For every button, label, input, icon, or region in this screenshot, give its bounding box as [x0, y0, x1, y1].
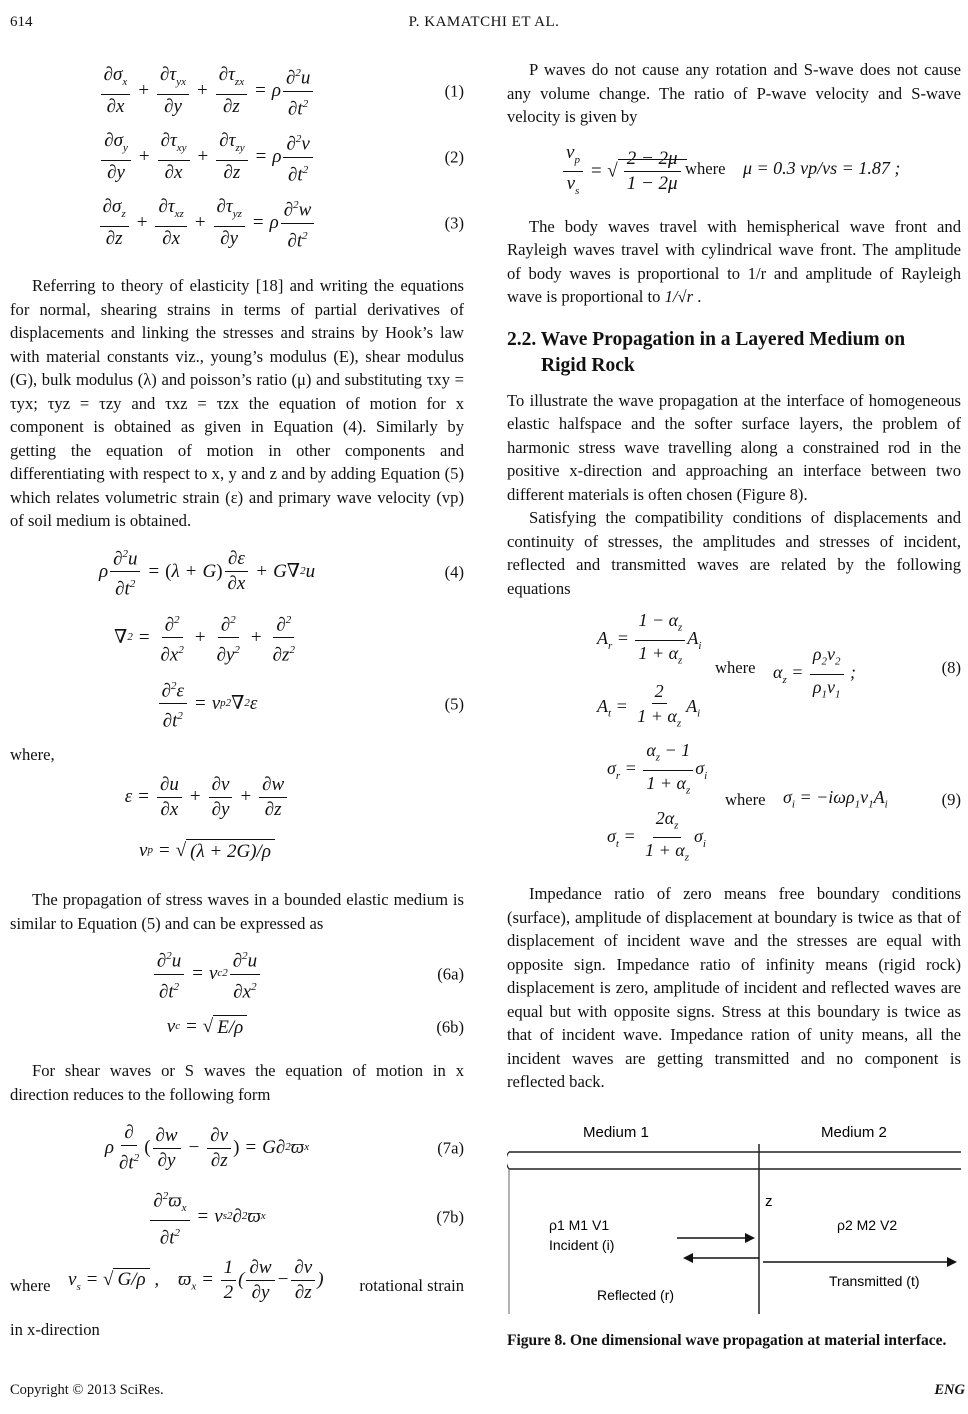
laplacian-definition: ∇ 2 = $\frac{\partial^2}{\partial x^2}$ + $\frac{\partial^2}{\partial y^2}$ + $\frac{\partial^2}{\partial z^2}$: [10, 605, 464, 671]
equation-1: $\partial\sigma_x$ ∂x + $\partial\tau_{yx}$ ∂y + $\partial\tau_{zx}$ ∂z = ρ $\frac{\partial^2u}{\partial t^2}$ (1): [10, 58, 464, 124]
equation-number: (8): [941, 658, 961, 677]
right-column: [507, 58, 961, 1351]
equation-number: (5): [444, 693, 464, 713]
incident-label: Incident (i): [549, 1236, 615, 1253]
body-paragraph: Satisfying the compatibility conditions of displacements and continuity of stresses, the amplitudes and stresses of incident, reflected and transmitted waves are related by the following equations: [507, 508, 961, 598]
velocity-ratio-equation: [507, 135, 961, 205]
equation-number: (6a): [437, 964, 464, 984]
running-authors: P. KAMATCHI ET AL.: [408, 14, 560, 30]
equation-8: [507, 608, 961, 728]
page-number: 614: [10, 14, 33, 30]
equation-number: (7b): [436, 1207, 464, 1227]
medium-1-properties: ρ1 M1 V1: [549, 1216, 610, 1233]
body-paragraph: For shear waves or S waves the equation of motion in x direction reduces to the following form: [10, 1061, 464, 1104]
equation-number: (2): [444, 147, 464, 167]
velocity-ratio-formula: $\frac{v_p}{v_s}$ = √ $\frac{2 - 2\mu}{1 - 2\mu}$: [561, 141, 687, 204]
equation-5: $\frac{\partial^2\varepsilon}{\partial t^2}$ = v p 2 ∇ 2 ε (5): [10, 671, 464, 737]
equation-6b: v c = √ E/ρ (6b): [166, 1016, 464, 1038]
body-paragraph: Referring to theory of elasticity [18] and writing the equations for normal, shearing strains in terms of partial derivatives of displacements and linking the stresses and strains by Hook’s law with material constants viz., young’s modulus (E), shear modulus (G), bulk modulus (λ) and poisson’s ratio (μ) and substituting τxy = τyx; τyz = τzy and τxz = τzx the equation of motion for x component is obtained as given in Equation (4). Similarly by getting the equation of motion in other components and differentiating with respect to x, y and z and by adding Equation (5) which relates volumetric strain (ε) and primary wave velocity (vp) of soil medium is obtained.: [10, 276, 464, 530]
where-label: where: [725, 790, 766, 809]
body-paragraph: To illustrate the wave propagation at the interface of homogeneous elastic halfspace and the softer surface layers, the problem of harmonic stress wave travelling along a constrained rod in the positive x-direction and approaching an interface between two different materials is often chosen (Figure 8).: [507, 390, 961, 504]
incident-stress-formula: $\sigma_i = -i\omega\rho_1v_1A_i$: [783, 787, 888, 811]
impedance-ratio-formula: $\alpha_z$ = $\frac{\rho_2v_2}{\rho_1v_1}$ ;: [773, 644, 857, 701]
equation-3: $\partial\sigma_z$ ∂z + $\partial\tau_{xz}$ ∂x + $\partial\tau_{yz}$ ∂y = ρ $\frac{\partial^2w}{\partial t^2}$ (3): [10, 190, 464, 256]
volumetric-strain-equation: ε = $\frac{\partial u}{\partial x}$ + $\frac{\partial v}{\partial y}$ + $\frac{\partial w}{\partial z}$: [10, 766, 464, 828]
rayleigh-decay-formula: 1/√r: [664, 287, 694, 306]
wave-propagation-diagram: [507, 1114, 961, 1314]
rotational-strain-label: rotational strain: [359, 1276, 464, 1295]
where-label: where: [685, 158, 726, 178]
equation-4: ρ $\frac{\partial^2u}{\partial t^2}$ = ( λ + G ) ∂ε ∂x + G∇ 2 u (4): [10, 539, 464, 605]
rotation-formula: $ϖ_x$ = $\frac{1}{2}$ ( $\frac{\partial w}{\partial y}$ − $\frac{\partial v}{\partial z}$ ): [178, 1257, 324, 1303]
equation-number: (1): [444, 81, 464, 101]
equation-7a: ρ ∂ $\partial t^2$ ( ∂w ∂y − $\frac{\partial v}{\partial z}$ ) = G∂ 2 ϖ x (7a): [104, 1121, 464, 1174]
left-column: [10, 58, 464, 1342]
equation-6a: $\frac{\partial^2u}{\partial t^2}$ = v c 2 ∂$^2$u $\partial x^2$ (6a): [10, 941, 464, 1007]
figure-caption: Figure 8. One dimensional wave propagation at material interface.: [507, 1331, 947, 1349]
medium-1-label: Medium 1: [583, 1123, 649, 1141]
z-label: z: [765, 1192, 773, 1210]
stress-relations: $\sigma_r$ = $\frac{\alpha_z - 1}{1 + \alpha_z}$ $\sigma_i$ $\sigma_t$ = $\frac{2\alpha_z}{1 + \alpha_z}$ $\sigma_i$: [607, 740, 708, 864]
body-paragraph-text: The body waves travel with hemispherical wave front and Rayleigh waves travel with cylindrical wave front. The amplitude of body waves is proportional to 1/r and amplitude of Rayleigh wave is proportional to: [507, 216, 961, 306]
shear-velocity-line: [10, 1256, 464, 1314]
reflected-label: Reflected (r): [597, 1286, 675, 1303]
p-wave-velocity-equation: v p = √ (λ + 2G)/ρ: [10, 828, 464, 874]
where-label: where,: [10, 744, 55, 764]
page-footer: [10, 1382, 965, 1399]
body-paragraph: P waves do not cause any rotation and S-wave does not cause any volume change. The ratio of P-wave velocity and S-wave velocity is given by: [507, 60, 961, 126]
equation-number: (7a): [437, 1138, 464, 1158]
equation-9: [507, 738, 961, 864]
figure-8: [507, 1114, 961, 1314]
equation-number: (9): [941, 790, 961, 809]
body-paragraph: The body waves travel with hemispherical wave front and Rayleigh waves travel with cylindrical wave front. The amplitude of body waves is proportional to 1/r and amplitude of Rayleigh wave is proportional to 1/√r .: [507, 216, 961, 306]
journal-abbrev: ENG: [934, 1382, 965, 1398]
copyright-notice: Copyright © 2013 SciRes.: [10, 1382, 164, 1398]
equation-2: $\partial\sigma_y$ ∂y + $\partial\tau_{xy}$ ∂x + $\partial\tau_{zy}$ ∂z = ρ $\frac{\partial^2v}{\partial t^2}$ (2): [10, 124, 464, 190]
medium-2-label: Medium 2: [821, 1123, 887, 1141]
page-header: [0, 14, 968, 38]
shear-velocity-formula: $v_s$ = √ G/ρ ,: [68, 1269, 160, 1293]
body-paragraph: The propagation of stress waves in a bounded elastic medium is similar to Equation (5) and can be expressed as: [10, 890, 464, 933]
section-heading-line2: Rigid Rock: [541, 354, 635, 376]
mu-value: μ = 0.3 vp/vs = 1.87 ;: [743, 157, 901, 178]
in-x-direction: in x-direction: [10, 1320, 100, 1339]
section-heading: [507, 327, 961, 379]
medium-2-properties: ρ2 M2 V2: [837, 1216, 898, 1233]
equation-number: (6b): [436, 1017, 464, 1037]
equation-number: (4): [444, 561, 464, 581]
amplitude-relations: $A_r$ = $\frac{1 - \alpha_z}{1 + \alpha_z}$ $A_i$ $A_t$ = $\frac{2}{1 + \alpha_z}$ $A_i$: [597, 610, 702, 730]
where-label: where: [10, 1276, 51, 1295]
transmitted-label: Transmitted (t): [829, 1272, 920, 1289]
equation-7b: $\frac{\partial^2ϖ_x}{\partial t^2}$ = v s 2 ∂ 2 ϖ x (7b): [10, 1184, 464, 1250]
section-heading-line1: 2.2. Wave Propagation in a Layered Medium on: [507, 328, 906, 350]
where-label: where: [715, 658, 756, 677]
body-paragraph: Impedance ratio of zero means free boundary conditions (surface), amplitude of displacement at boundary is twice as that of displacement of incident wave and the stresses are equal with opposite sign. Impedance ratio of infinity means (rigid rock) displacement is zero, amplitude of incident and reflected waves are equal but with opposite signs. Stress at this boundary is twice as that of incident wave. Impedance ration of unity means, all the incident waves are getting transmitted and no component is reflected back.: [507, 884, 961, 1091]
equation-number: (3): [444, 213, 464, 233]
